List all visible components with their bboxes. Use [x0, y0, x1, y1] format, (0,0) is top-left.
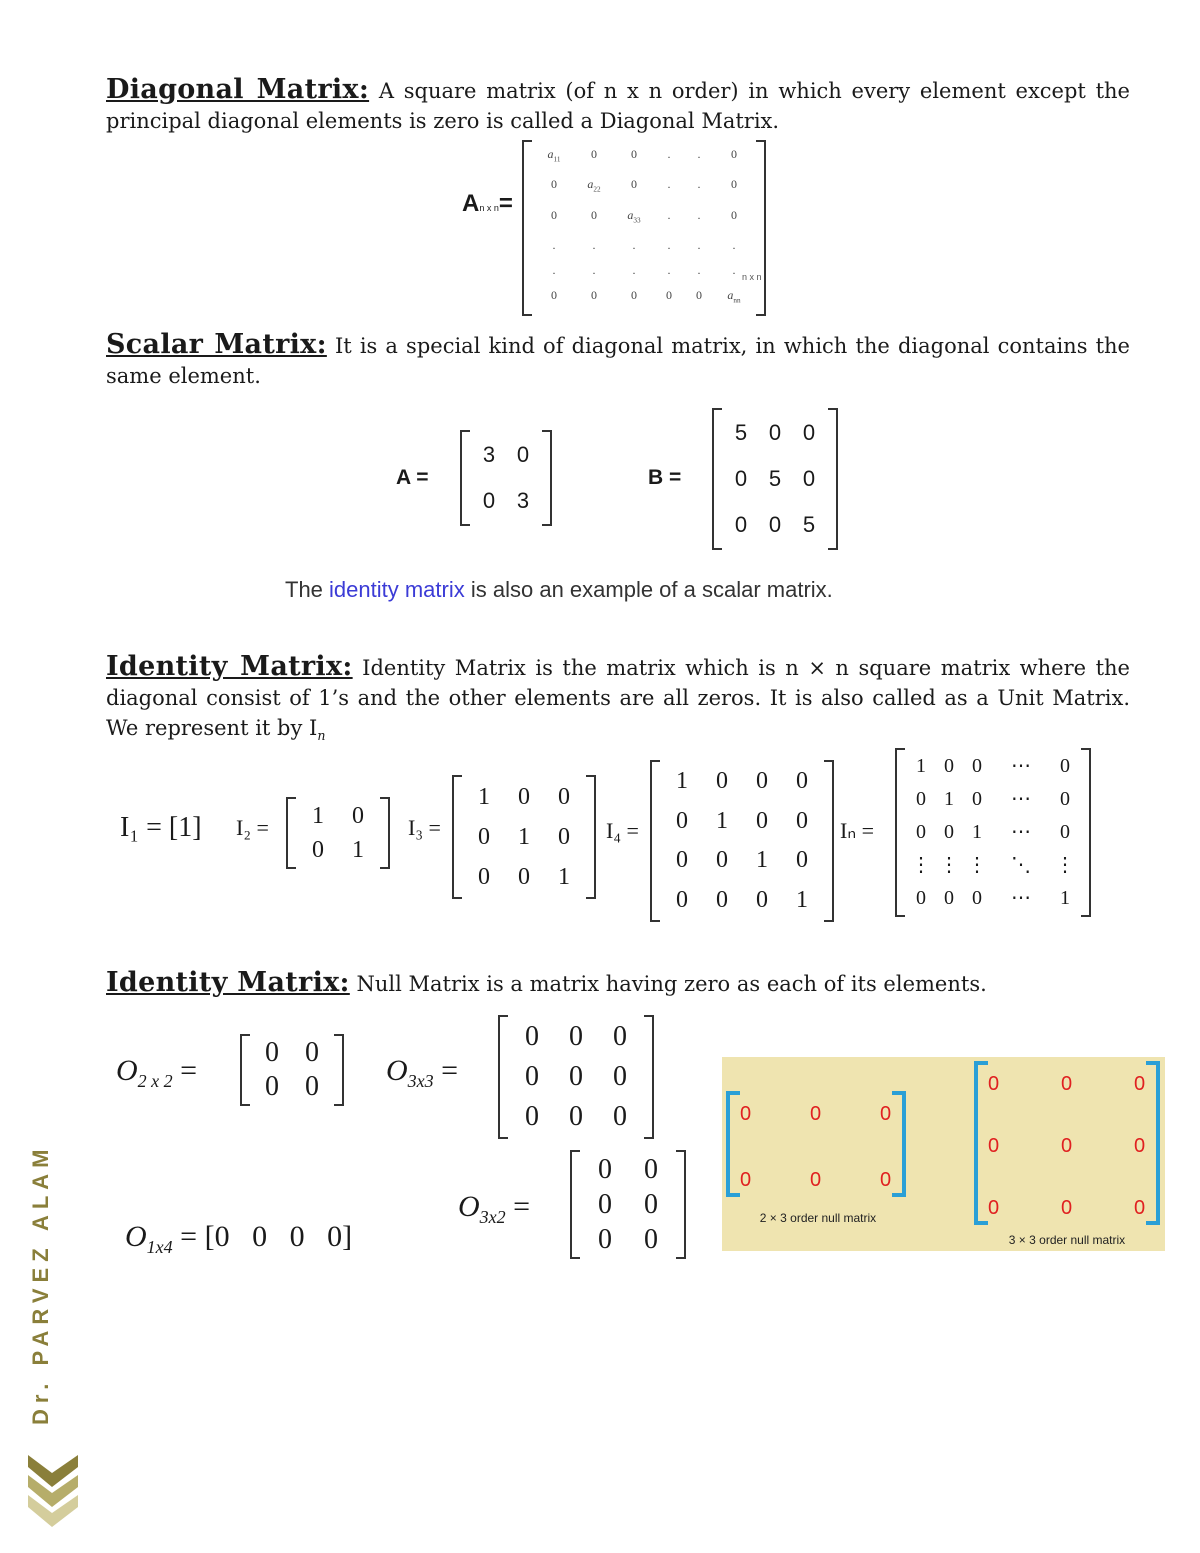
matrix-cell: 0	[676, 847, 688, 873]
matrix-cell: 0	[265, 1037, 279, 1068]
null-zero: 0	[810, 1103, 822, 1125]
identity-text: Identity Matrix is the matrix which is n × n square matrix where the diagonal consist of 1’s and the other elements are all zeros. It is also called as a Unit Matrix. We represent it by I	[106, 656, 1130, 740]
null-zero: 0	[988, 1197, 1000, 1219]
matrix-cell: 0	[972, 788, 982, 810]
matrix-cell: 0	[972, 755, 982, 777]
scalar-b-matrix	[712, 408, 838, 550]
matrix-cell: 0	[558, 824, 570, 850]
diagonal-order: n x n	[742, 272, 762, 282]
matrix-cell: 1	[756, 847, 768, 873]
matrix-cell: 0	[716, 886, 728, 913]
null-o32-label: $O_{3x2}$ =	[458, 1190, 531, 1227]
matrix-cell: 0	[591, 288, 597, 303]
matrix-cell: 0	[631, 147, 637, 161]
matrix-cell: 0	[478, 824, 490, 850]
matrix-cell: 1	[972, 821, 982, 843]
matrix-cell: 0	[525, 1101, 539, 1132]
matrix-cell: 0	[802, 420, 816, 445]
null-zero: 0	[988, 1073, 1000, 1095]
null-zero: 0	[1061, 1197, 1073, 1219]
matrix-cell: .	[667, 238, 671, 253]
matrix-cell: .	[732, 263, 736, 278]
matrix-cell: 1	[1060, 887, 1070, 909]
matrix-cell: ⋮	[911, 854, 931, 876]
matrix-cell: 0	[734, 512, 748, 537]
scalar-text: It is a special kind of diagonal matrix, in which the diagonal contains the same element.	[106, 334, 1130, 388]
matrix-cell: 0	[558, 784, 570, 810]
identity-in-matrix	[895, 748, 1091, 917]
matrix-cell: .	[697, 147, 701, 161]
matrix-cell: 0	[525, 1021, 539, 1052]
null-zero: 0	[810, 1169, 822, 1191]
null-o22-label: $O_{2 x 2}$ =	[116, 1054, 198, 1091]
matrix-cell: 0	[756, 768, 768, 794]
diagonal-matrix	[522, 140, 766, 316]
null-zero: 0	[880, 1169, 892, 1191]
matrix-cell: 0	[482, 488, 496, 513]
matrix-cell: .	[667, 263, 671, 278]
matrix-cell: 1	[478, 784, 490, 810]
matrix-cell: 0	[666, 288, 672, 303]
identity-i2-label: I₂ =	[236, 815, 269, 840]
matrix-cell: 0	[305, 1037, 319, 1068]
matrix-cell: 1	[676, 768, 688, 794]
matrix-cell: .	[667, 177, 671, 192]
matrix-cell: 0	[716, 768, 728, 794]
matrix-cell: 0	[598, 1154, 612, 1185]
null-zero: 0	[1061, 1135, 1073, 1157]
matrix-cell: .	[592, 238, 596, 253]
matrix-cell: $a_{22}$	[587, 177, 601, 194]
matrix-cell: .	[697, 238, 701, 253]
matrix-cell: 0	[569, 1061, 583, 1092]
matrix-cell: .	[667, 207, 671, 222]
chevron-logo-icon	[24, 1455, 84, 1530]
bracket-right	[1146, 1061, 1160, 1225]
matrix-cell: ⋱	[1011, 854, 1031, 876]
null-3x3-illustration	[974, 1061, 1160, 1225]
matrix-cell: 0	[944, 821, 954, 843]
null-heading: Identity Matrix:	[106, 967, 350, 998]
matrix-cell: 5	[802, 512, 816, 537]
null-zero: 0	[1134, 1197, 1146, 1219]
matrix-cell: $a_{33}$	[627, 207, 641, 225]
identity-heading: Identity Matrix:	[106, 651, 353, 682]
matrix-cell: 0	[1060, 821, 1070, 843]
matrix-cell: 0	[734, 466, 748, 491]
matrix-cell: 0	[613, 1021, 627, 1052]
matrix-cell: 0	[768, 512, 782, 537]
scalar-section	[106, 330, 1130, 391]
matrix-cell: 0	[551, 288, 557, 303]
matrix-cell: $a_{nn}$	[727, 288, 741, 305]
bracket-right	[892, 1091, 906, 1197]
matrix-cell: 0	[518, 864, 530, 890]
matrix-cell: .	[732, 238, 736, 253]
identity-i2-matrix	[286, 797, 390, 869]
matrix-cell: 0	[569, 1021, 583, 1052]
matrix-cell: 1	[944, 788, 954, 810]
matrix-cell: ⋮	[1055, 854, 1075, 876]
bracket-left	[974, 1061, 988, 1225]
matrix-cell: 0	[796, 807, 808, 834]
matrix-cell: 0	[265, 1071, 279, 1102]
scalar-b-label: B =	[648, 466, 682, 489]
matrix-cell: 0	[551, 207, 557, 222]
null-2x3-illustration	[726, 1091, 906, 1197]
matrix-cell: 0	[916, 821, 926, 843]
null-o14: $O_{1x4} = [0$ 0 0 0]	[125, 1220, 353, 1257]
matrix-cell: 0	[569, 1101, 583, 1132]
matrix-cell: 0	[972, 887, 982, 909]
matrix-cell: ⋯	[1011, 788, 1031, 810]
matrix-cell: .	[667, 147, 671, 161]
matrix-cell: 0	[1060, 755, 1070, 777]
matrix-cell: 1	[518, 824, 530, 850]
matrix-cell: 0	[613, 1061, 627, 1092]
matrix-cell: 0	[518, 784, 530, 810]
matrix-cell: 0	[613, 1101, 627, 1132]
matrix-cell: 0	[312, 837, 324, 863]
null-matrix-illustration	[722, 1057, 1165, 1251]
author-sidebar	[20, 1143, 60, 1430]
null-section	[106, 968, 1130, 999]
matrix-cell: .	[552, 263, 556, 278]
identity-i1: I₁ = [1]	[120, 812, 202, 843]
matrix-cell: 0	[731, 147, 737, 161]
identity-i3-matrix	[452, 775, 596, 899]
scalar-a-matrix	[460, 430, 552, 526]
matrix-cell: ⋯	[1011, 755, 1031, 777]
identity-section: Identity Matrix: Identity Matrix is the matrix which is n × n square matrix where the diagonal consist of 1’s and the other elements are all zeros. It is also called as a Unit Matrix. We represent it by $I_n$	[106, 651, 1130, 744]
matrix-cell: 0	[525, 1061, 539, 1092]
matrix-cell: 0	[591, 207, 597, 222]
matrix-cell: 5	[734, 420, 748, 445]
matrix-cell: 0	[1060, 788, 1070, 810]
identity-i4-matrix	[650, 760, 834, 922]
matrix-cell: 0	[802, 466, 816, 491]
matrix-cell: 0	[644, 1154, 658, 1185]
matrix-cell: ⋯	[1011, 821, 1031, 843]
matrix-cell: 0	[916, 788, 926, 810]
matrix-cell: 0	[731, 207, 737, 222]
matrix-cell: 0	[631, 288, 637, 303]
matrix-cell: $a_{11}$	[547, 147, 561, 164]
matrix-cell: 5	[768, 466, 782, 491]
matrix-cell: 1	[352, 837, 364, 863]
diagonal-heading: Diagonal Matrix:	[106, 74, 370, 105]
null-o32-matrix	[570, 1150, 686, 1259]
matrix-cell: 0	[796, 768, 808, 794]
matrix-cell: 0	[796, 847, 808, 873]
null-text: Null Matrix is a matrix having zero as each of its elements.	[349, 972, 987, 996]
matrix-cell: ⋮	[967, 854, 987, 876]
matrix-cell: 0	[644, 1224, 658, 1255]
matrix-cell: 0	[676, 807, 688, 834]
matrix-cell: 0	[944, 755, 954, 777]
null-zero: 0	[988, 1135, 1000, 1157]
matrix-cell: 0	[696, 288, 702, 303]
matrix-cell: .	[552, 238, 556, 253]
matrix-cell: 0	[352, 803, 364, 829]
matrix-cell: .	[592, 263, 596, 278]
null-3x3-caption: 3 × 3 order null matrix	[1008, 1233, 1126, 1247]
matrix-cell: 1	[916, 755, 926, 777]
matrix-cell: 0	[731, 177, 737, 192]
matrix-cell: 0	[756, 886, 768, 913]
matrix-cell: .	[697, 177, 701, 192]
matrix-cell: 0	[756, 807, 768, 834]
diagonal-section	[106, 75, 1130, 136]
scalar-a-label: A =	[396, 466, 429, 489]
matrix-cell: 1	[558, 864, 570, 890]
matrix-cell: 3	[516, 488, 530, 513]
matrix-cell: 0	[768, 420, 782, 445]
diagonal-lhs: An x n=	[462, 190, 513, 217]
null-o33-matrix	[498, 1015, 654, 1139]
matrix-cell: 0	[716, 847, 728, 873]
matrix-cell: ⋯	[1011, 887, 1031, 909]
matrix-cell: 0	[591, 147, 597, 161]
matrix-cell: .	[632, 238, 636, 253]
diagonal-text: A square matrix (of n x n order) in which every element except the principal diagonal elements is zero is called a Diagonal Matrix.	[106, 79, 1130, 133]
null-zero: 0	[740, 1103, 752, 1125]
matrix-cell: 0	[944, 887, 954, 909]
null-zero: 0	[1134, 1073, 1146, 1095]
matrix-cell: 0	[478, 864, 490, 890]
null-zero: 0	[740, 1169, 752, 1191]
matrix-cell: .	[697, 263, 701, 278]
matrix-cell: .	[632, 263, 636, 278]
matrix-cell: ⋮	[939, 854, 959, 876]
null-zero: 0	[880, 1103, 892, 1125]
matrix-cell: .	[697, 207, 701, 222]
matrix-cell: 0	[676, 886, 688, 913]
scalar-heading: Scalar Matrix:	[106, 329, 327, 360]
identity-i4-label: I₄ =	[606, 818, 639, 843]
matrix-cell: 0	[916, 887, 926, 909]
matrix-cell: 1	[796, 886, 808, 913]
identity-matrix-link[interactable]: identity matrix	[329, 577, 465, 602]
scalar-note: The identity matrix is also an example of a scalar matrix.	[285, 577, 833, 602]
matrix-cell: 0	[598, 1189, 612, 1220]
author-name: Dr. PARVEZ ALAM	[28, 1143, 53, 1425]
identity-in-label: Iₙ =	[840, 818, 874, 843]
bracket-left	[726, 1091, 740, 1197]
null-o33-label: $O_{3x3}$ =	[386, 1054, 459, 1091]
matrix-cell: 0	[551, 177, 557, 192]
null-zero: 0	[1134, 1135, 1146, 1157]
matrix-cell: 1	[716, 807, 728, 834]
matrix-cell: 0	[516, 442, 530, 467]
null-zero: 0	[1061, 1073, 1073, 1095]
matrix-cell: 0	[644, 1189, 658, 1220]
matrix-cell: 0	[305, 1071, 319, 1102]
null-o22-matrix	[240, 1034, 344, 1106]
matrix-cell: 0	[598, 1224, 612, 1255]
null-2x3-caption: 2 × 3 order null matrix	[759, 1211, 877, 1225]
matrix-cell: 1	[312, 803, 324, 829]
identity-i3-label: I₃ =	[408, 815, 441, 840]
matrix-cell: 3	[482, 442, 496, 467]
matrix-cell: 0	[631, 177, 637, 192]
